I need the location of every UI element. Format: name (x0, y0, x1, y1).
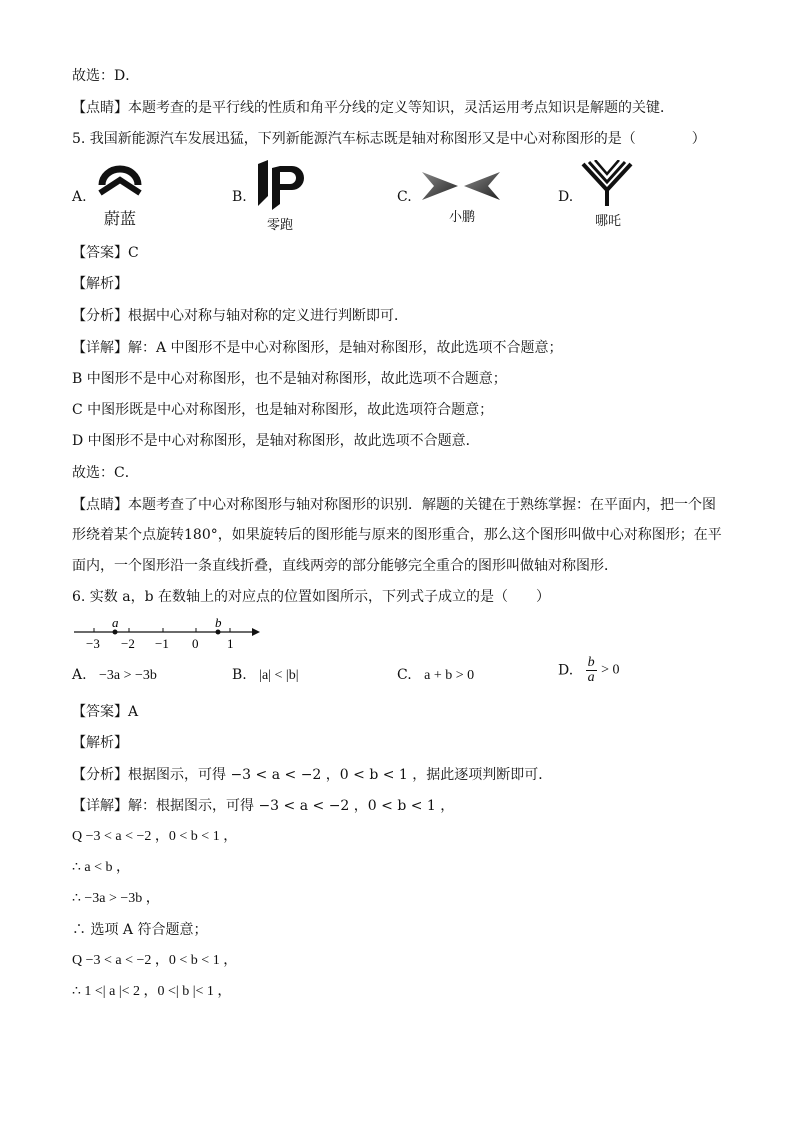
q6-option-b (232, 665, 299, 686)
q5-option-d-label: D. (558, 189, 574, 205)
q5-option-c-caption: 小鹏 (448, 210, 475, 225)
q6-option-b-label: B. (232, 667, 247, 683)
fraction-denominator: a (587, 670, 595, 685)
choice-5: 故选：C． (72, 465, 139, 481)
q6-option-a-expr: −3a > −3b (99, 668, 157, 683)
q6-option-b-expr: |a| < |b| (259, 668, 299, 683)
analysis-6: 【分析】根据图示，可得 −3 < a < −2 ，0 < b < 1 ，据此逐项判断即可． (72, 767, 553, 783)
step-3: ∴ −3a > −3b ， (72, 891, 160, 906)
answer-6: 【答案】A (72, 704, 139, 720)
q6-option-d (558, 656, 620, 685)
detail-6: 【详解】解：根据图示，可得 −3 < a < −2 ，0 < b < 1 ， (72, 798, 455, 814)
q6-option-a-label: A. (72, 667, 87, 683)
q6-option-c-expr: a + b > 0 (424, 668, 475, 683)
analysis-heading-5: 【解析】 (72, 276, 128, 292)
q5-option-c-label: C. (397, 189, 412, 205)
tick-label-0: 0 (192, 636, 199, 651)
q5-option-a-label: A. (72, 189, 87, 205)
point-b-dot (216, 630, 221, 635)
detail-5-a: 【详解】解：A 中图形不是中心对称图形，是轴对称图形，故此选项不合题意； (72, 340, 563, 356)
q5-option-a-caption: 蔚蓝 (103, 209, 136, 228)
q6-option-d-rest: > 0 (601, 662, 620, 678)
comment-5-line3: 面内，一个图形沿一条直线折叠，直线两旁的部分能够完全重合的图形叫做轴对称图形． (72, 558, 618, 574)
neta-logo-icon (581, 160, 633, 208)
q6-option-c-label: C. (397, 667, 412, 683)
point-b-label: b (215, 615, 222, 630)
answer-5: 【答案】C (72, 245, 139, 261)
comment-line: 【点睛】本题考查的是平行线的性质和角平分线的定义等知识，灵活运用考点知识是解题的关键． (72, 100, 674, 116)
question-5: 5. 我国新能源汽车发展迅猛，下列新能源汽车标志既是轴对称图形又是中心对称图形的是（ ） (72, 131, 706, 147)
tick-label-1: 1 (227, 636, 234, 651)
question-6: 6. 实数 a，b 在数轴上的对应点的位置如图所示，下列式子成立的是（ ） (72, 589, 551, 605)
q6-option-d-label: D. (558, 662, 574, 679)
xpeng-logo-icon (420, 170, 502, 204)
detail-5-b: B 中图形不是中心对称图形，也不是轴对称图形，故此选项不合题意； (72, 371, 507, 387)
tick-label-minus-2: −2 (121, 636, 135, 651)
comment-5-line2: 形绕着某个点旋转180°，如果旋转后的图形能与原来的图形重合，那么这个图形叫做中心对称图形；在平 (72, 527, 722, 543)
analysis-5: 【分析】根据中心对称与轴对称的定义进行判断即可． (72, 308, 408, 324)
q6-option-a (72, 665, 157, 686)
q6-option-c (397, 665, 474, 686)
fraction-numerator: b (587, 655, 595, 670)
point-a-dot (113, 630, 118, 635)
comment-5-line1: 【点睛】本题考查了中心对称图形与轴对称图形的识别．解题的关键在于熟练掌握：在平面内，把一个图 (72, 497, 716, 513)
step-6: ∴ 1 <| a |< 2 ，0 <| b |< 1 ， (72, 984, 232, 999)
q5-option-b-label: B. (232, 189, 247, 205)
tick-label-minus-1: −1 (155, 636, 169, 651)
q6-option-d-fraction (586, 656, 597, 685)
nio-logo-icon (94, 163, 146, 203)
step-5: Q −3 < a < −2 ，0 < b < 1 ， (72, 953, 238, 968)
step-2: ∴ a < b ， (72, 860, 131, 875)
detail-5-c: C 中图形既是中心对称图形，也是轴对称图形，故此选项符合题意； (72, 402, 494, 418)
number-line-diagram (72, 614, 268, 654)
q5-option-d-caption: 哪吒 (594, 214, 621, 229)
q5-option-b-caption: 零跑 (266, 218, 293, 233)
point-a-label: a (112, 615, 119, 630)
step-4: ∴ 选项 A 符合题意； (72, 922, 208, 938)
answer-choice-line: 故选：D． (72, 68, 140, 84)
tick-label-minus-3: −3 (86, 636, 100, 651)
analysis-heading-6: 【解析】 (72, 735, 128, 751)
detail-5-d: D 中图形不是中心对称图形，是轴对称图形，故此选项不合题意． (72, 433, 480, 449)
step-1: Q −3 < a < −2 ，0 < b < 1 ， (72, 829, 238, 844)
leapmotor-logo-icon (254, 160, 304, 210)
